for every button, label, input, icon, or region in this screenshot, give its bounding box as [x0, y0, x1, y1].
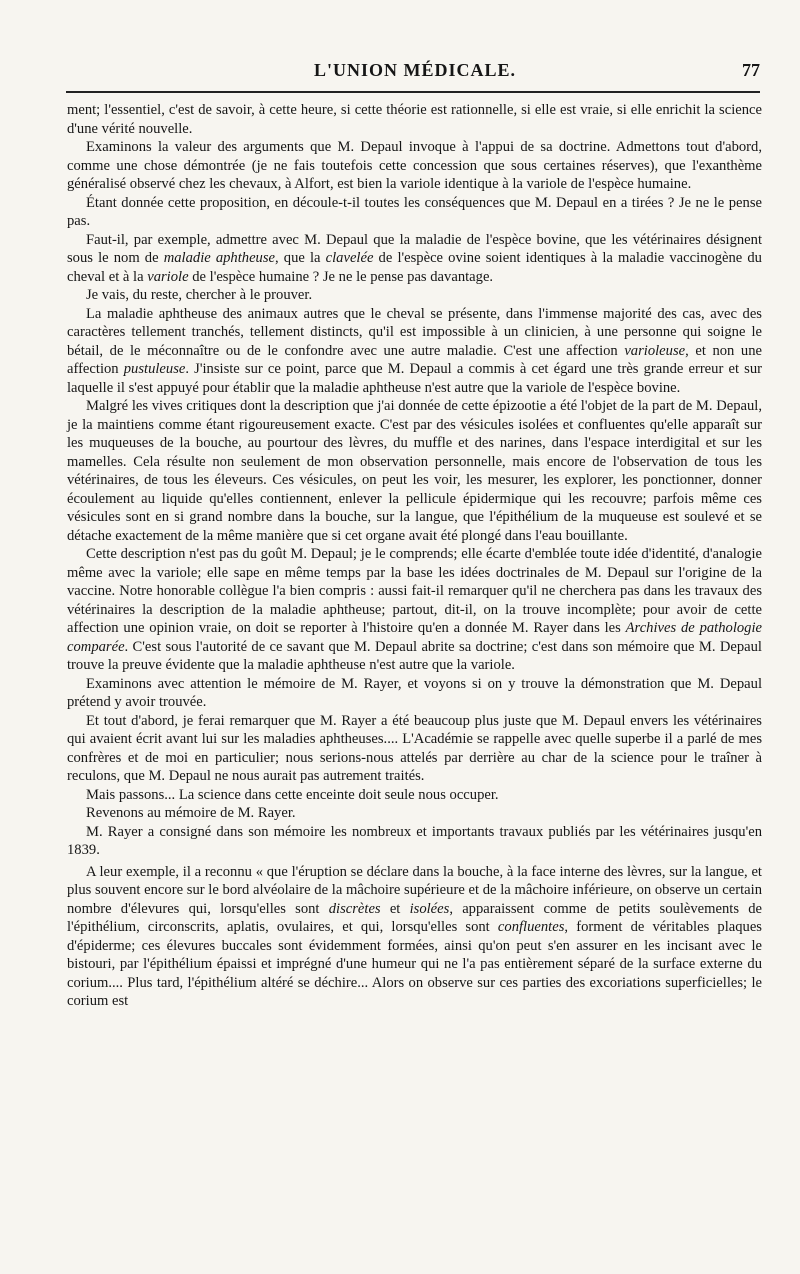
- text-run: , apparaissent comme de petits soulèvements de l'épithélium, circonscrits, aplatis, ovulaires, et qui, lorsqu'elles sont: [67, 900, 762, 935]
- italic-run: maladie aphtheuse: [163, 250, 276, 266]
- paragraph-p2: [67, 138, 762, 194]
- text-run: Et tout d'abord, je ferai remarquer que M. Rayer a été beaucoup plus juste que M. Depaul envers les vétérinaires qui avaient écrit avant lui sur les maladies aphtheuses.... L'Académie se rappelle avec quelle superbe il a parlé de mes confrères et de moi en particulier; nous serions-nous attelés par derrière au char de la science pour le traîner à reculons, que M. Depaul ne nous aurait pas autrement traités.: [67, 712, 762, 784]
- text-run: ment; l'essentiel, c'est de savoir, à cette heure, si cette théorie est rationnelle, si elle est vraie, si elle enrichit la science d'une vérité nouvelle.: [67, 102, 762, 137]
- paragraph-p4: [67, 231, 762, 287]
- text-run: , et non une affection: [67, 342, 762, 377]
- text-run: Mais passons... La science dans cette enceinte doit seule nous occuper.: [86, 786, 499, 803]
- paragraph-p14: [67, 863, 762, 1011]
- paragraph-p11: [67, 786, 762, 805]
- page-number: 77: [742, 60, 760, 80]
- paragraph-p5: [67, 286, 762, 305]
- italic-run: isolées: [409, 900, 450, 917]
- italic-run: confluentes: [497, 919, 565, 935]
- italic-run: clavelée: [325, 250, 374, 266]
- text-run: Malgré les vives critiques dont la description que j'ai donnée de cette épizootie a été l'objet de la part de M. Depaul, je la maintiens comme étant rigoureusement exacte. C'est par des vésicules isolées et confluentes qu'elle apparaît sur les muqueuses de la bouche, au pourtour des lèvres, du muffle et des narines, dans l'espace interdigital et sur les mamelles. Cela résulte non seulement de mon observation personnelle, mais encore de l'observation de tous les vétérinaires, de tous les éleveurs. Ces vésicules, on peut les voir, les mesurer, les explorer, les ponctionner, donner écoulement au liquide qu'elles contiennent, enlever la pellicule épidermique qui les recouvre; parfois même ces vésicules sont en si grand nombre dans la bouche, sur la langue, que l'épithélium de la muqueuse est soulevé et se détache exactement de la même manière que si cet organe avait été plongé dans l'eau bouillante.: [67, 398, 762, 544]
- italic-run: Archives de pathologie comparée: [67, 620, 762, 655]
- page-header: [70, 56, 760, 86]
- running-title: L'UNION MÉDICALE.: [313, 60, 517, 80]
- text-run: de l'espèce ovine soient identiques à la maladie vaccinogène du cheval et à la: [67, 250, 762, 285]
- text-run: M. Rayer a consigné dans son mémoire les nombreux et importants travaux publiés par les vétérinaires jusqu'en 1839.: [67, 823, 762, 858]
- italic-run: variole: [147, 268, 189, 285]
- italic-run: varioleuse: [624, 342, 686, 359]
- header-rule: [66, 91, 760, 93]
- text-run: Examinons la valeur des arguments que M. Depaul invoque à l'appui de sa doctrine. Admettons tout d'abord, comme une chose démontrée (je ne fais toutefois cette concession que sous certaines réserves), que l'exanthème généralisé observé chez les chevaux, à Alfort, est bien la variole identique à la variole de l'espèce humaine.: [67, 139, 762, 192]
- text-run: Cette description n'est pas du goût M. Depaul; je le comprends; elle écarte d'emblée toute idée d'identité, d'analogie même avec la variole; elle sape en même temps par la base les idées doctrinales de M. Depaul sur l'origine de la vaccine. Notre honorable collègue l'a bien compris : aussi fait-il remarquer qu'il ne cherchera pas dans les travaux des vétérinaires la description de la maladie aphtheuse; partout, dit-il, on la trouve incomplète; pour avoir de cette affection une opinion vraie, on doit se reporter à l'histoire qu'en a donnée M. Rayer dans les: [67, 546, 762, 636]
- text-run: Faut-il, par exemple, admettre avec M. Depaul que la maladie de l'espèce bovine, que les vétérinaires désignent sous le nom de: [67, 231, 762, 266]
- text-run: , que la: [275, 250, 326, 266]
- italic-run: discrètes: [328, 900, 381, 917]
- text-run: A leur exemple, il a reconnu « que l'éruption se déclare dans la bouche, à la face interne des lèvres, sur la langue, et plus souvent encore sur le bord alvéolaire de la mâchoire supérieure et de la mâchoire inférieure, on observe un certain nombre d'élevures qui, lorsqu'elles sont: [67, 863, 762, 917]
- text-run: Je vais, du reste, chercher à le prouver.: [86, 287, 313, 303]
- text-run: Examinons avec attention le mémoire de M. Rayer, et voyons si on y trouve la démonstration que M. Depaul prétend y avoir trouvée.: [67, 675, 762, 710]
- paragraph-p6: [67, 305, 762, 398]
- article-body: [67, 101, 762, 1011]
- paragraph-p1: [67, 101, 762, 138]
- text-run: . C'est sous l'autorité de ce savant que M. Depaul abrite sa doctrine; c'est dans son mémoire que M. Depaul trouve la preuve évidente que la maladie aphtheuse n'est autre que la variole.: [67, 638, 762, 673]
- italic-run: pustuleuse: [123, 361, 186, 377]
- text-run: et: [380, 900, 410, 917]
- text-run: Étant donnée cette proposition, en découle-t-il toutes les conséquences que M. Depaul en a tirées ? Je ne le pense pas.: [67, 194, 762, 229]
- paragraph-p7: [67, 397, 762, 545]
- text-run: , forment de véritables plaques d'épiderme; ces élevures buccales sont évidemment formées, ainsi qu'on peut s'en assurer en les incisant avec le bistouri, par l'épithélium épaissi et imprégné d'une humeur qui ne l'a pas entièrement séparé de la surface externe du corium.... Plus tard, l'épithélium altéré se déchire... Alors on observe sur ces parties des excoriations superficielles; le corium est: [67, 919, 762, 1009]
- paragraph-p9: [67, 675, 762, 712]
- paragraph-p8: [67, 545, 762, 675]
- text-run: La maladie aphtheuse des animaux autres que le cheval se présente, dans l'immense majorité des cas, avec des caractères tellement tranchés, tellement distincts, qu'il est impossible à un clinicien, à une personne qui soigne le bétail, de le méconnaître ou de le confondre avec une autre maladie. C'est une affection: [67, 305, 762, 359]
- text-run: Revenons au mémoire de M. Rayer.: [86, 805, 296, 821]
- paragraph-p13: [67, 823, 762, 860]
- paragraph-p3: [67, 194, 762, 231]
- text-run: . J'insiste sur ce point, parce que M. Depaul a commis à cet égard une très grande erreur et sur laquelle il s'est appuyé pour établir que la maladie aphtheuse n'est autre que la variole de l'espèce bovine.: [67, 361, 762, 396]
- paragraph-p12: [67, 804, 762, 823]
- text-run: de l'espèce humaine ? Je ne le pense pas davantage.: [188, 268, 494, 285]
- paragraph-p10: [67, 712, 762, 786]
